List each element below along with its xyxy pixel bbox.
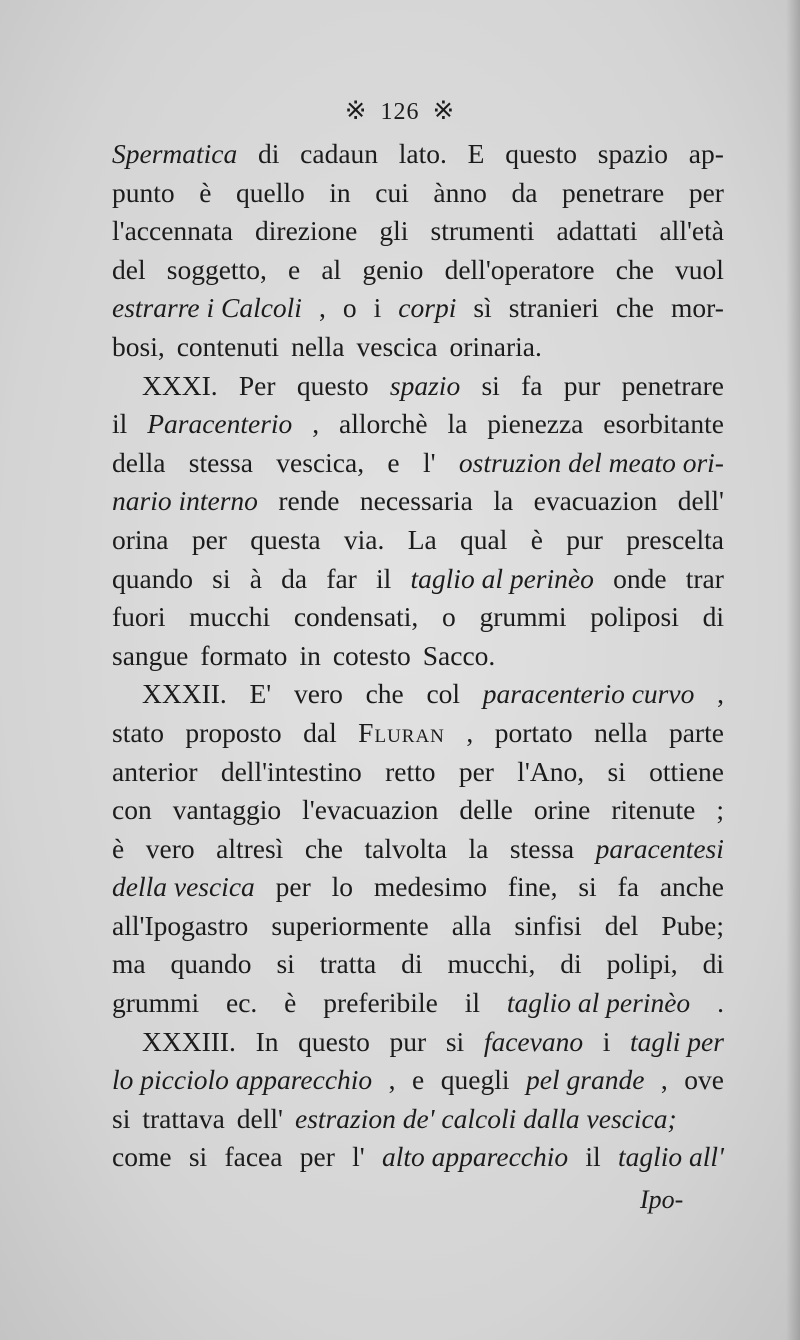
word: poliposi xyxy=(590,601,679,633)
word: lato. xyxy=(398,138,447,169)
word: grummi xyxy=(479,601,567,633)
word: si xyxy=(607,755,626,787)
word: di xyxy=(401,948,423,980)
word: estrazion de' calcoli dalla vescica; xyxy=(295,1102,677,1134)
text-line xyxy=(112,1061,724,1100)
word: anterior xyxy=(112,755,198,787)
word: , xyxy=(312,408,320,440)
word: per xyxy=(299,1141,335,1173)
text-line xyxy=(112,637,724,676)
word: necessaria xyxy=(359,485,473,517)
word: pur xyxy=(389,1025,427,1057)
word: far xyxy=(326,562,357,594)
word: lo xyxy=(331,871,354,903)
word: ma xyxy=(112,948,146,980)
word: quello xyxy=(235,176,305,208)
word: l' xyxy=(352,1141,365,1173)
word: , xyxy=(466,716,474,748)
text-line xyxy=(112,560,724,599)
word: formato xyxy=(200,639,288,671)
word: ostruzion del meato ori- xyxy=(458,446,724,478)
word: strumenti xyxy=(430,215,535,247)
word: che xyxy=(365,678,404,710)
word: alto apparecchio xyxy=(382,1141,569,1173)
word: penetrare xyxy=(621,369,724,401)
word: i xyxy=(602,1025,611,1057)
word: ap- xyxy=(688,138,724,169)
text-line xyxy=(112,675,724,714)
word: , xyxy=(318,292,326,324)
word: di xyxy=(258,138,280,169)
word: parte xyxy=(668,716,724,748)
word: questo xyxy=(298,1025,370,1057)
word: da xyxy=(511,176,538,208)
word: da xyxy=(281,562,308,594)
word: mucchi xyxy=(189,601,271,633)
word: del xyxy=(604,909,639,941)
word: tagli per xyxy=(629,1025,724,1057)
word: à xyxy=(249,562,262,594)
word: vescica, xyxy=(276,446,365,478)
word: paracenterio curvo xyxy=(482,678,695,710)
word: della xyxy=(112,446,166,478)
word: portato xyxy=(494,716,573,748)
word: si xyxy=(212,562,231,594)
word: La xyxy=(407,523,437,555)
word: spazio xyxy=(597,138,669,169)
word: E xyxy=(467,138,485,169)
word: il xyxy=(376,562,392,594)
word: penetrare xyxy=(561,176,665,208)
word: dell' xyxy=(236,1102,283,1134)
word: contenuti xyxy=(176,330,280,362)
word: sinfisi xyxy=(514,909,582,941)
word: cadaun xyxy=(300,138,379,169)
word: anche xyxy=(659,871,724,903)
word: è xyxy=(284,987,297,1019)
word: la xyxy=(468,832,489,864)
text-line xyxy=(112,135,724,174)
word: come xyxy=(112,1141,172,1173)
text-line xyxy=(112,1138,724,1177)
page-header xyxy=(0,96,800,126)
page-number: 126 xyxy=(380,99,420,125)
word: fuori xyxy=(112,601,166,633)
word: al xyxy=(321,253,342,285)
word: fa xyxy=(617,871,639,903)
word: per xyxy=(688,176,724,208)
word: in xyxy=(299,639,321,671)
word: , xyxy=(660,1064,668,1096)
word: questo xyxy=(505,138,578,169)
word: paracentesi xyxy=(595,832,724,864)
word: gli xyxy=(379,215,409,247)
word: adattati xyxy=(556,215,638,247)
word: l'Ano, xyxy=(517,755,585,787)
word: fa xyxy=(521,369,543,401)
word: pienezza xyxy=(487,408,584,440)
word: bosi, xyxy=(112,330,165,362)
word: si xyxy=(578,871,597,903)
word: stato xyxy=(112,716,164,748)
text-line xyxy=(112,868,724,907)
word: stranieri xyxy=(508,292,599,324)
word: e xyxy=(287,253,301,285)
word: in xyxy=(329,176,351,208)
word: è xyxy=(199,176,212,208)
word: questa xyxy=(250,523,321,555)
word: punto xyxy=(112,176,175,208)
word: all'Ipogastro xyxy=(112,909,249,941)
word: E' xyxy=(249,678,272,710)
word: vero xyxy=(293,678,343,710)
text-line xyxy=(112,598,724,637)
text-line xyxy=(112,289,724,328)
word: taglio al perinèo xyxy=(506,987,691,1019)
word: dal xyxy=(303,716,337,748)
word: di xyxy=(560,948,582,980)
word: orine xyxy=(533,794,591,826)
word: pel grande xyxy=(526,1064,645,1096)
word: quegli xyxy=(440,1064,510,1096)
word: allorchè xyxy=(338,408,428,440)
word: Paracenterio xyxy=(147,408,293,440)
word: altresì xyxy=(216,832,284,864)
word: prescelta xyxy=(626,523,724,555)
word: il xyxy=(585,1141,601,1173)
word: Per xyxy=(238,369,276,401)
word: , xyxy=(388,1064,396,1096)
word: si xyxy=(445,1025,465,1057)
word: Sacco. xyxy=(422,639,496,671)
word: In xyxy=(255,1025,279,1057)
text-line xyxy=(112,714,724,753)
ornament-right: ※ xyxy=(432,96,456,125)
text-line xyxy=(112,830,724,869)
word: è xyxy=(530,523,543,555)
word: XXXII. xyxy=(142,678,227,710)
word: è xyxy=(112,832,125,864)
word: che xyxy=(304,832,344,864)
word: tratta xyxy=(319,948,377,980)
word: si xyxy=(188,1141,208,1173)
word: facea xyxy=(224,1141,283,1173)
text-line xyxy=(112,174,724,213)
word: quando xyxy=(112,562,193,594)
word: vantaggio xyxy=(172,794,282,826)
word: Pube; xyxy=(661,909,724,941)
word: mor- xyxy=(671,292,724,324)
text-line xyxy=(112,1023,724,1062)
word: all'età xyxy=(659,215,724,247)
word: mucchi, xyxy=(447,948,536,980)
word: e xyxy=(387,446,400,478)
text-line xyxy=(112,1100,724,1139)
word: si xyxy=(276,948,295,980)
word: XXXIII. xyxy=(142,1025,236,1057)
word: esorbitante xyxy=(603,408,724,440)
text-line xyxy=(112,212,724,251)
word: taglio al perinèo xyxy=(410,562,594,594)
word: proposto xyxy=(185,716,282,748)
word: la xyxy=(447,408,468,440)
word: i xyxy=(373,292,382,324)
word: stessa xyxy=(188,446,253,478)
text-line xyxy=(112,945,724,984)
word: che xyxy=(615,292,655,324)
word: vuol xyxy=(675,253,724,285)
text-line xyxy=(112,251,724,290)
text-line xyxy=(112,984,724,1023)
word: via. xyxy=(343,523,385,555)
word: medesimo xyxy=(373,871,487,903)
word: l'accennata xyxy=(112,215,233,247)
word: polipi, xyxy=(606,948,678,980)
word: soggetto, xyxy=(166,253,267,285)
word: nella xyxy=(291,330,345,362)
word: pur xyxy=(566,523,603,555)
word: retto xyxy=(385,755,436,787)
word: di xyxy=(702,948,724,980)
text-line xyxy=(112,753,724,792)
word: si xyxy=(481,369,500,401)
word: sì xyxy=(473,292,492,324)
word: o xyxy=(342,292,357,324)
text-line xyxy=(112,405,724,444)
word: trattava xyxy=(142,1102,225,1134)
word: cotesto xyxy=(332,639,411,671)
word: con xyxy=(112,794,152,826)
word: ànno xyxy=(433,176,487,208)
word: trar xyxy=(685,562,724,594)
word: . xyxy=(717,987,724,1019)
word: preferibile xyxy=(323,987,438,1019)
word: nella xyxy=(594,716,648,748)
word: del xyxy=(112,253,146,285)
word: che xyxy=(615,253,654,285)
catchword: Ipo- xyxy=(640,1185,684,1214)
word: l' xyxy=(422,446,436,478)
word: rende xyxy=(278,485,340,517)
word: questo xyxy=(296,369,369,401)
word: ritenute xyxy=(611,794,696,826)
word: XXXI. xyxy=(142,369,218,401)
word: talvolta xyxy=(364,832,448,864)
word: condensati, xyxy=(293,601,419,633)
ornament-left: ※ xyxy=(344,96,368,125)
word: cui xyxy=(375,176,409,208)
word: lo picciolo apparecchio xyxy=(112,1064,373,1096)
word: o xyxy=(442,601,456,633)
word: per xyxy=(458,755,494,787)
word: dell' xyxy=(677,485,724,517)
word: della vescica xyxy=(112,871,255,903)
word: genio xyxy=(362,253,424,285)
word: col xyxy=(426,678,461,710)
word: evacuazion xyxy=(533,485,658,517)
word: direzione xyxy=(255,215,358,247)
word: estrarre i Calcoli xyxy=(112,292,302,324)
word: la xyxy=(493,485,514,517)
text-line xyxy=(112,367,724,406)
word: Fluran xyxy=(358,716,445,748)
word: dell'intestino xyxy=(220,755,362,787)
word: Spermatica xyxy=(112,138,238,169)
word: spazio xyxy=(389,369,461,401)
word: di xyxy=(702,601,724,633)
word: , xyxy=(717,678,724,710)
page-edge-shadow xyxy=(786,0,800,1340)
word: facevano xyxy=(483,1025,584,1057)
word: ottiene xyxy=(649,755,724,787)
word: ec. xyxy=(225,987,258,1019)
word: per xyxy=(275,871,311,903)
word: vero xyxy=(145,832,195,864)
text-line xyxy=(112,791,724,830)
word: superiormente xyxy=(271,909,429,941)
word: delle xyxy=(459,794,513,826)
word: taglio all' xyxy=(617,1141,724,1173)
word: il xyxy=(464,987,480,1019)
body-text xyxy=(112,135,724,1177)
word: per xyxy=(191,523,227,555)
word: vescica xyxy=(356,330,438,362)
word: corpi xyxy=(398,292,457,324)
word: fine, xyxy=(507,871,558,903)
word: quando xyxy=(170,948,252,980)
word: dell'operatore xyxy=(444,253,595,285)
word: stessa xyxy=(509,832,575,864)
word: l'evacuazion xyxy=(302,794,439,826)
word: orinaria. xyxy=(449,330,542,362)
word: qual xyxy=(460,523,508,555)
text-line xyxy=(112,907,724,946)
word: onde xyxy=(613,562,667,594)
word: pur xyxy=(563,369,601,401)
text-line xyxy=(112,328,724,367)
word: ; xyxy=(716,794,724,826)
text-line xyxy=(112,444,724,483)
text-line xyxy=(112,482,724,521)
text-line xyxy=(112,521,724,560)
word: ove xyxy=(684,1064,724,1096)
word: orina xyxy=(112,523,169,555)
word: il xyxy=(112,408,128,440)
word: nario interno xyxy=(112,485,258,517)
word: alla xyxy=(451,909,492,941)
word: grummi xyxy=(112,987,200,1019)
word: e xyxy=(412,1064,425,1096)
word: sangue xyxy=(112,639,189,671)
word: si xyxy=(112,1102,131,1134)
